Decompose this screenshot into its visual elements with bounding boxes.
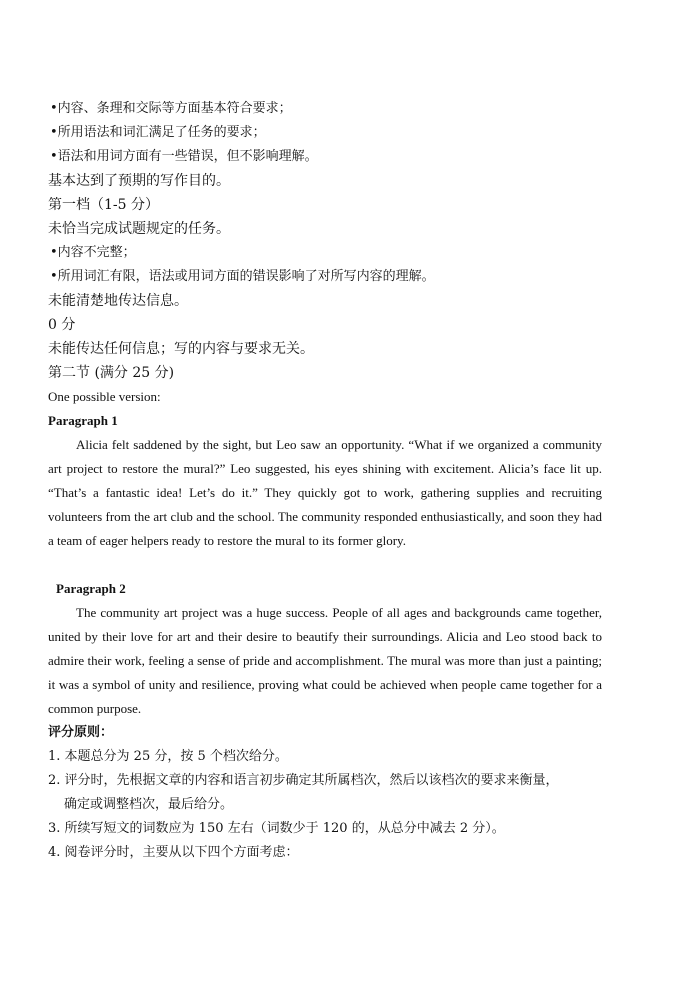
paragraph2-text: The community art project was a huge success. People of all ages and backgrounds came together, united by their love for art and their desire to beautify their surroundings. Alicia and Leo stood back to admire their work, feeling a sense of pride and accomplishment. The mural was more than just a painting; it was a symbol of unity and resilience, proving what could be achieved when people came together for a common purpose. [48, 605, 602, 716]
grade-heading: 第一档（1-5 分） [48, 197, 159, 213]
bullet-line: •语法和用词方面有一些错误，但不影响理解。 [50, 149, 318, 164]
section-heading: 第二节 (满分 25 分) [48, 365, 175, 381]
text-line: 未能清楚地传达信息。 [48, 293, 188, 309]
text-line: 未能传达任何信息；写的内容与要求无关。 [48, 341, 314, 357]
paragraph2-heading: Paragraph 2 [56, 581, 126, 596]
version-label: One possible version: [48, 389, 161, 404]
paragraph1-heading: Paragraph 1 [48, 413, 118, 428]
bullet-line: •内容、条理和交际等方面基本符合要求； [50, 101, 292, 116]
rule-item: 4. 阅卷评分时，主要从以下四个方面考虑： [48, 845, 299, 860]
bullet-line: •内容不完整； [50, 245, 136, 260]
rule-item: 1. 本题总分为 25 分，按 5 个档次给分。 [48, 749, 288, 764]
bullet-line: •所用语法和词汇满足了任务的要求； [50, 125, 266, 140]
bullet-line: •所用词汇有限，语法或用词方面的错误影响了对所写内容的理解。 [50, 269, 435, 284]
rule-item: 3. 所续写短文的词数应为 150 左右（词数少于 120 的，从总分中减去 2 分）。 [48, 821, 505, 836]
grade-heading: 0 分 [48, 317, 76, 333]
text-line: 基本达到了预期的写作目的。 [48, 173, 230, 189]
text-line: 未恰当完成试题规定的任务。 [48, 221, 230, 237]
rules-heading: 评分原则： [48, 725, 114, 740]
rule-item-continuation: 确定或调整档次，最后给分。 [64, 797, 234, 812]
paragraph1-text: Alicia felt saddened by the sight, but Leo saw an opportunity. “What if we organized a community art project to restore the mural?” Leo suggested, his eyes shining with excitement. Alicia’s face lit up. “That’s a fantastic idea! Let’s do it.” They quickly got to work, gathering supplies and recruiting volunteers from the art club and the school. The community responded enthusiastically, and soon they had a team of eager helpers ready to restore the mural to its former glory. [48, 437, 602, 548]
rule-item: 2. 评分时，先根据文章的内容和语言初步确定其所属档次，然后以该档次的要求来衡量， [48, 773, 559, 788]
